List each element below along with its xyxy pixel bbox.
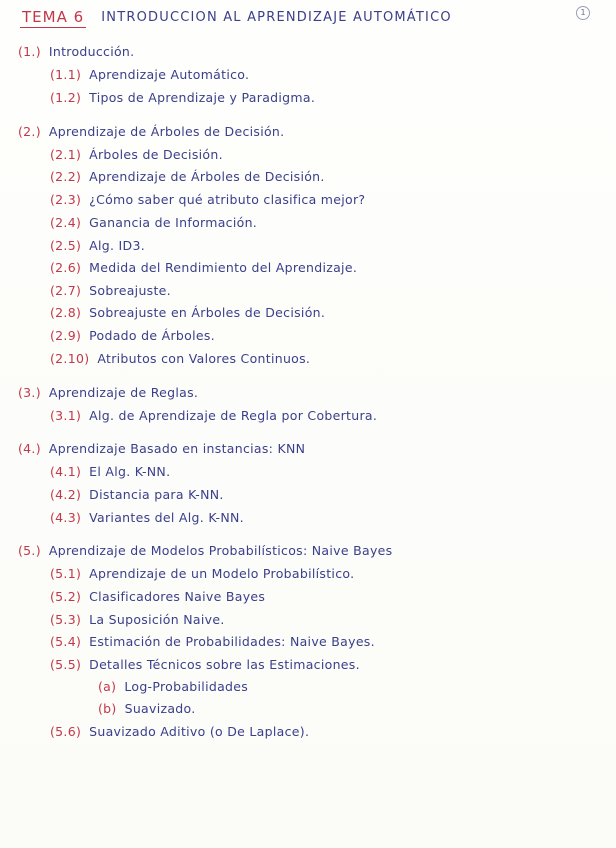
subsection-title: Medida del Rendimiento del Aprendizaje. [89, 260, 358, 275]
tema-label: TEMA 6 [22, 8, 85, 26]
subsection-title: Aprendizaje de un Modelo Probabilístico. [89, 566, 355, 581]
subsection-2-10 [50, 351, 310, 367]
subsection-2-3 [50, 192, 365, 208]
page-title [20, 8, 580, 32]
section-5 [18, 543, 392, 559]
subsection-number: (2.4) [50, 215, 82, 230]
section-title: Introducción. [48, 44, 135, 59]
subsection-4-3 [50, 510, 244, 526]
subsection-4-1 [50, 464, 170, 480]
subsection-title: Alg. ID3. [89, 238, 145, 253]
subsection-title: Aprendizaje Automático. [89, 67, 250, 82]
section-number: (2.) [18, 124, 41, 139]
subsection-title: Detalles Técnicos sobre las Estimaciones. [89, 657, 360, 672]
subsection-title: Aprendizaje de Árboles de Decisión. [89, 169, 325, 184]
subsection-title: Ganancia de Información. [89, 215, 258, 230]
subsection-number: (1.2) [50, 90, 82, 105]
subsection-2-1 [50, 147, 223, 163]
subsection-number: (2.6) [50, 260, 82, 275]
section-3 [18, 385, 198, 401]
subsection-number: (2.3) [50, 192, 82, 207]
subsection-number: (5.3) [50, 612, 82, 627]
subsection-2-9 [50, 328, 215, 344]
subsection-title: Clasificadores Naive Bayes [89, 589, 266, 604]
section-2 [18, 124, 284, 140]
subsection-title: ¿Cómo saber qué atributo clasifica mejor? [89, 192, 366, 207]
subsection-number: (2.7) [50, 283, 82, 298]
subsection-2-2 [50, 169, 325, 185]
subsection-number: (4.3) [50, 510, 82, 525]
subsection-number: (5.5) [50, 657, 82, 672]
subsection-1-2 [50, 90, 315, 106]
subsection-title: Estimación de Probabilidades: Naive Bayes. [89, 634, 375, 649]
subsection-2-4 [50, 215, 257, 231]
subsection-number: (4.2) [50, 487, 82, 502]
subitem-letter: (a) [98, 679, 117, 694]
subsection-number: (2.10) [50, 351, 90, 366]
section-title: Aprendizaje de Reglas. [48, 385, 199, 400]
subsection-2-5 [50, 238, 145, 254]
subsection-title: Podado de Árboles. [89, 328, 215, 343]
section-title: Aprendizaje de Modelos Probabilísticos: Naive Bayes [48, 543, 393, 558]
subsection-5-1 [50, 566, 354, 582]
subsection-1-1 [50, 67, 249, 83]
subsection-4-2 [50, 487, 224, 503]
subitem-letter: (b) [98, 701, 117, 716]
title-text: INTRODUCCION AL APRENDIZAJE AUTOMÁTICO [101, 10, 452, 25]
section-title: Aprendizaje de Árboles de Decisión. [48, 124, 285, 139]
subsection-title: Distancia para K-NN. [89, 487, 224, 502]
section-title: Aprendizaje Basado en instancias: KNN [48, 441, 306, 456]
subsection-title: La Suposición Naive. [89, 612, 225, 627]
subsection-number: (5.6) [50, 724, 82, 739]
subsection-2-6 [50, 260, 357, 276]
subsection-title: Suavizado Aditivo (o De Laplace). [89, 724, 310, 739]
subitem-5-5-b [98, 701, 196, 717]
section-number: (5.) [18, 543, 41, 558]
subsection-5-3 [50, 612, 225, 628]
subsection-title: Variantes del Alg. K-NN. [89, 510, 244, 525]
subsection-title: El Alg. K-NN. [89, 464, 171, 479]
section-number: (3.) [18, 385, 41, 400]
subsection-number: (5.4) [50, 634, 82, 649]
subitem-title: Log-Probabilidades [124, 679, 249, 694]
subsection-3-1 [50, 408, 377, 424]
subsection-5-4 [50, 634, 375, 650]
subsection-5-6 [50, 724, 309, 740]
subsection-number: (2.8) [50, 305, 82, 320]
subsection-title: Sobreajuste. [89, 283, 171, 298]
subsection-number: (2.9) [50, 328, 82, 343]
subsection-title: Tipos de Aprendizaje y Paradigma. [89, 90, 316, 105]
section-4 [18, 441, 305, 457]
subsection-5-2 [50, 589, 265, 605]
subsection-title: Alg. de Aprendizaje de Regla por Cobertura. [89, 408, 378, 423]
subsection-number: (1.1) [50, 67, 82, 82]
subsection-2-8 [50, 305, 325, 321]
subsection-number: (5.2) [50, 589, 82, 604]
subsection-5-5 [50, 657, 360, 673]
subsection-number: (2.1) [50, 147, 82, 162]
subsection-number: (2.2) [50, 169, 82, 184]
subsection-2-7 [50, 283, 171, 299]
subsection-title: Árboles de Decisión. [89, 147, 223, 162]
subitem-title: Suavizado. [124, 701, 196, 716]
subsection-number: (2.5) [50, 238, 82, 253]
subitem-5-5-a [98, 679, 248, 695]
section-number: (4.) [18, 441, 41, 456]
subsection-number: (5.1) [50, 566, 82, 581]
page-number: 1 [576, 6, 590, 20]
subsection-number: (3.1) [50, 408, 82, 423]
subsection-title: Atributos con Valores Continuos. [97, 351, 311, 366]
subsection-number: (4.1) [50, 464, 82, 479]
subsection-title: Sobreajuste en Árboles de Decisión. [89, 305, 326, 320]
section-1 [18, 44, 134, 60]
section-number: (1.) [18, 44, 41, 59]
